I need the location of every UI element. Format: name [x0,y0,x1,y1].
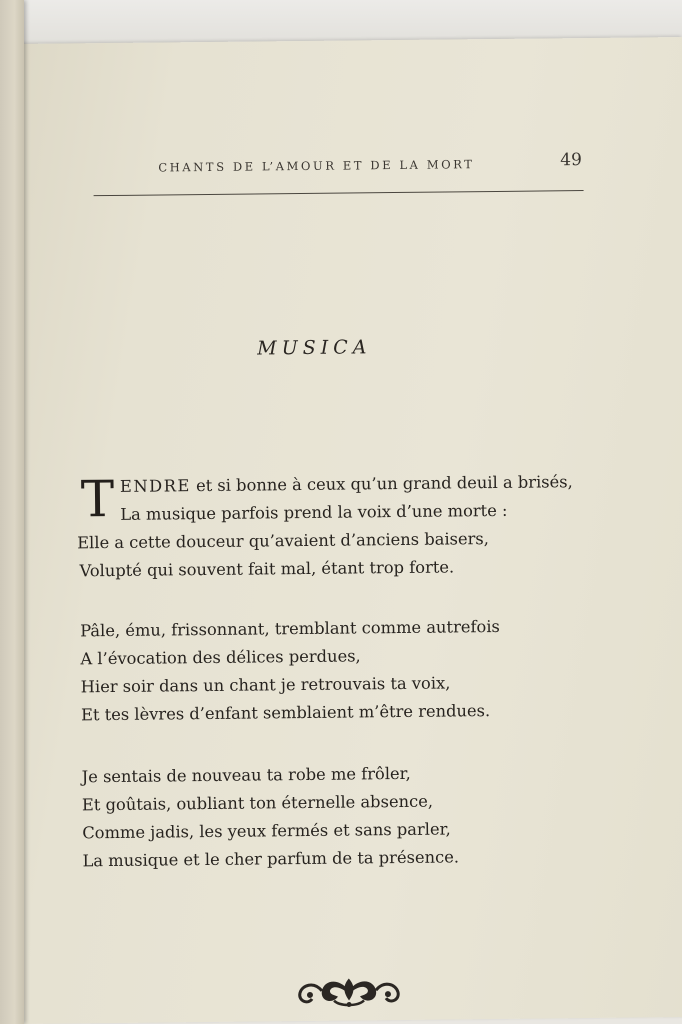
left-page-edge [0,0,24,1024]
poem-line: Hier soir dans un chant je retrouvais ta voix, [80,673,451,697]
poem-line: Et goûtais, oubliant ton éternelle absence, [81,791,434,815]
poem-line: Je sentais de nouveau ta robe me frôler, [81,763,411,787]
poem-line: Comme jadis, les yeux fermés et sans parler, [82,819,451,843]
running-head: CHANTS DE L’AMOUR ET DE LA MORT [158,157,475,175]
poem-line: La musique parfois prend la voix d’une morte : [120,500,508,524]
poem-line: Et tes lèvres d’enfant semblaient m’être rendues. [80,701,491,725]
line-text: et si bonne à ceux qu’un grand deuil a brisés, [190,472,573,496]
poem-line: A l’évocation des délices perdues, [80,646,361,669]
page-number: 49 [560,150,582,171]
stanza-3 [82,758,623,876]
book-page [14,37,682,1024]
stanza-1 [78,468,619,586]
drop-cap: T [80,469,115,529]
poem-line [78,468,618,502]
poem-title: MUSICA [257,336,372,360]
header-rule [94,190,584,196]
poem-line: Pâle, ému, frissonnant, tremblant comme autrefois [80,616,500,641]
poem-line: Elle a cette douceur qu’avaient d’anciens baisers, [77,529,490,553]
stanza-2 [80,612,621,730]
floral-tailpiece-icon [294,970,404,1011]
poem-line: Volupté qui souvent fait mal, étant trop forte. [79,557,455,581]
poem-line: La musique et le cher parfum de ta présence. [82,847,460,871]
first-word-smallcaps: ENDRE [119,476,191,496]
